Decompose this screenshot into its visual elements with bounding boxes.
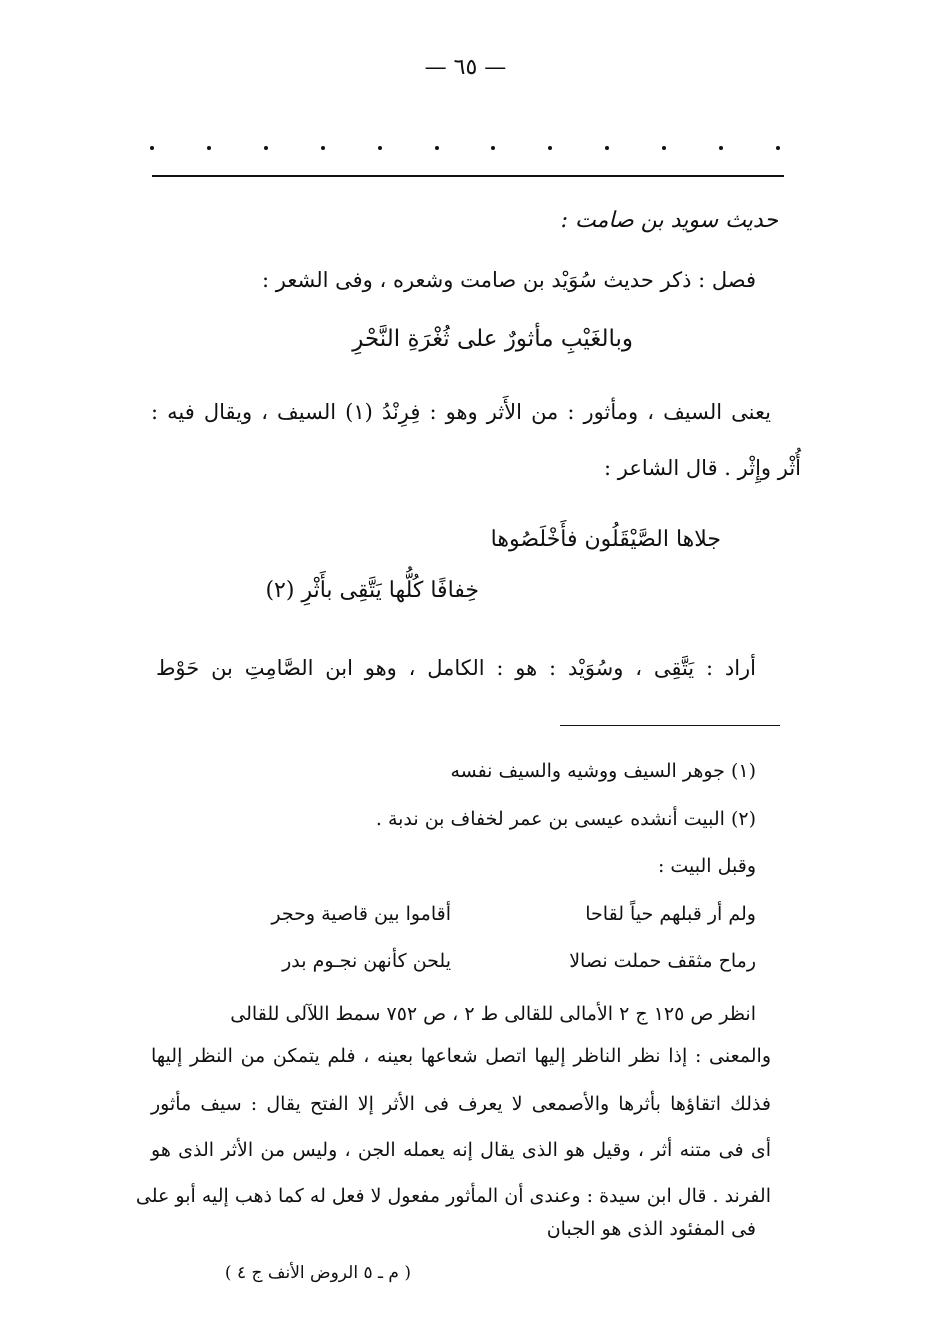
separator-dot [662,146,666,150]
footnote-reference: انظر ص ١٢٥ ج ٢ الأمالى للقالى ط ٢ ، ص ٧٥٢ سمط اللآلى للقالى [230,1003,756,1025]
poem-hemistich: رماح مثقف حملت نصالا [569,950,756,972]
separator-dot [435,146,439,150]
body-line: أراد : يَتَّقِى ، وسُوَيْد : هو : الكامل ، وهو ابن الصَّامِتِ بن حَوْط [156,656,756,680]
top-rule [152,175,784,177]
page-number: — ٦٥ — [424,55,507,80]
separator-dot [776,146,780,150]
verse-line: جلاها الصَّيْقَلُون فأَخْلَصُوها [490,527,721,552]
separator-dot [605,146,609,150]
footnote-paragraph-line: أى فى متنه أثر ، وقيل هو الذى يقال إنه يعمله الجن ، وليس من الأثر الذى هو [151,1139,771,1161]
separator-dot [150,146,154,150]
footnote-rule [560,725,780,726]
section-heading: حديث سويد بن صامت : [560,208,778,233]
footnote-2: (٢) البيت أنشده عيسى بن عمر لخفاف بن ندبة . [375,808,756,830]
body-line: أُثْر وإِثْر . قال الشاعر : [604,456,801,480]
footnote-paragraph-line: فذلك اتقاؤها بأثرها والأصمعى لا يعرف فى الأثر إلا الفتح يقال : سيف مأثور [151,1093,771,1115]
body-line: يعنى السيف ، ومأثور : من الأَثر وهو : فِرِنْدُ (١) السيف ، ويقال فيه : [151,400,771,424]
footnote-paragraph-line: الفرند . قال ابن سيدة : وعندى أن المأثور مفعول لا فعل له كما ذهب إليه أبو على [135,1185,771,1207]
poem-hemistich: أقاموا بين قاصية وحجر [271,903,451,925]
verse-line: وبالغَيْبِ مأثورٌ على ثُغْرَةِ النَّحْرِ [352,326,633,352]
footnote-paragraph-line: والمعنى : إذا نظر الناظر إليها اتصل شعاعها بعينه ، فلم يتمكن من النظر إليها [151,1045,771,1067]
separator-dot [378,146,382,150]
separator-dot [491,146,495,150]
separator-dot [321,146,325,150]
separator-dot [264,146,268,150]
footnote-paragraph-line: فى المفئود الذى هو الجبان [546,1218,756,1240]
dotted-separator [150,138,780,158]
separator-dot [719,146,723,150]
footnote-line: وقبل البيت : [657,855,756,877]
separator-dot [207,146,211,150]
signature-mark: ( م ـ ٥ الروض الأنف ج ٤ ) [224,1263,411,1283]
verse-line: خِفافًا كُلُّها يَتَّقِى بأَثْرِ (٢) [265,578,479,603]
poem-hemistich: ولم أر قبلهم حياً لقاحا [585,903,756,925]
body-line: فصل : ذكر حديث سُوَيْد بن صامت وشعره ، وفى الشعر : [262,268,756,292]
separator-dot [548,146,552,150]
footnote-1: (١) جوهر السيف ووشيه والسيف نفسه [450,760,756,782]
poem-hemistich: يلحن كأنهن نجـوم بدر [282,950,451,972]
